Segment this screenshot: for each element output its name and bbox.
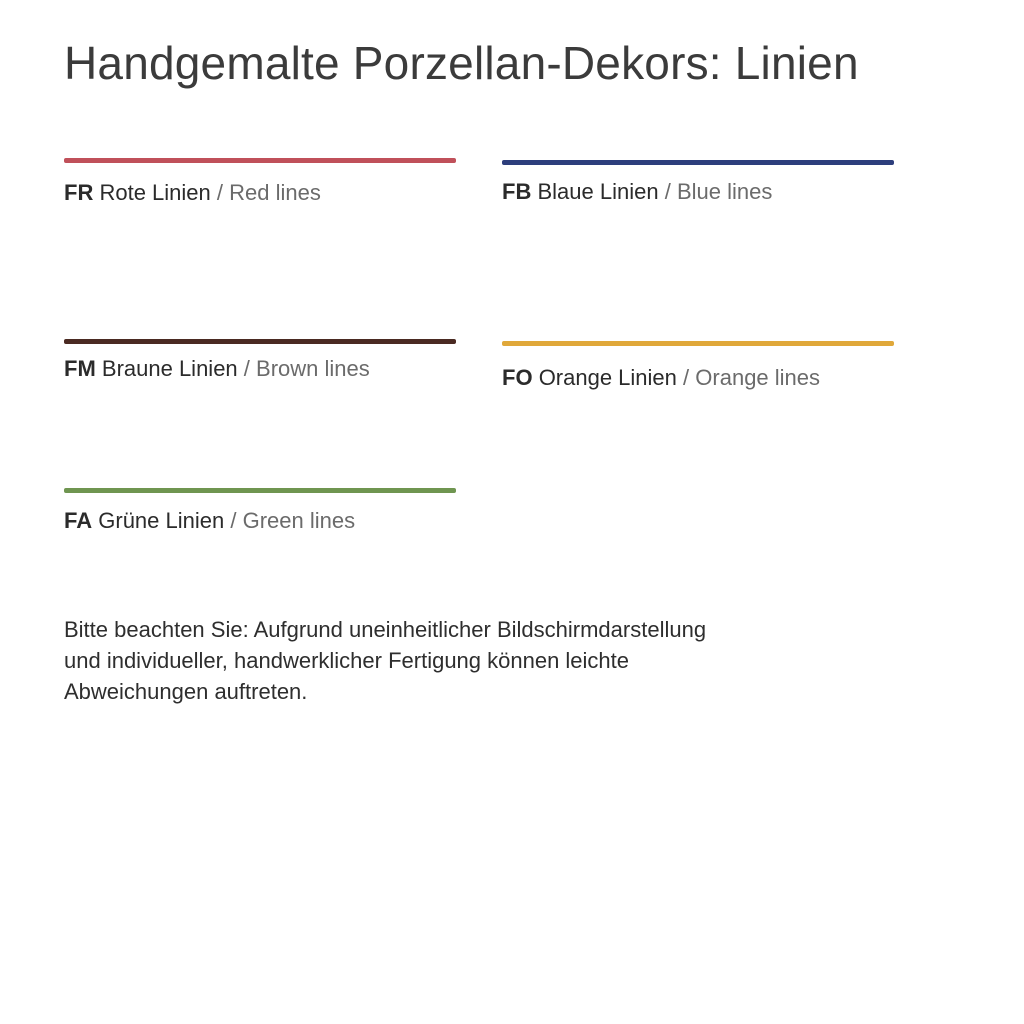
swatch-name-de: Grüne Linien [98,508,225,533]
swatch-name-de: Braune Linien [101,356,238,381]
swatch-blue [502,160,894,204]
red-line-sample [64,158,456,163]
swatch-caption [64,356,370,382]
swatch-caption [64,508,355,534]
swatch-name-de: Orange Linien [538,365,677,390]
swatch-name-de: Rote Linien [99,180,211,205]
swatch-separator: / [230,508,237,533]
swatch-code: FB [502,179,532,204]
swatch-code: FM [64,356,96,381]
swatch-separator: / [243,356,250,381]
note-line: Abweichungen auftreten. [64,679,308,704]
swatch-brown [64,339,456,381]
green-line-sample [64,488,456,493]
swatch-name-de: Blaue Linien [537,179,659,204]
color-disclaimer-note [64,614,884,707]
swatch-caption [502,365,820,391]
swatch-separator: / [683,365,690,390]
swatch-name-en: Blue lines [676,179,773,204]
note-line: Bitte beachten Sie: Aufgrund uneinheitlicher Bildschirmdarstellung [64,617,707,642]
swatch-code: FO [502,365,533,390]
swatch-code: FA [64,508,93,533]
swatch-name-en: Brown lines [256,356,370,381]
blue-line-sample [502,160,894,165]
swatch-separator: / [664,179,671,204]
swatch-caption [64,180,321,206]
note-line: und individueller, handwerklicher Fertigung können leichte [64,648,630,673]
swatch-name-en: Red lines [229,180,321,205]
swatch-separator: / [216,180,224,205]
swatch-name-en: Orange lines [695,365,821,390]
swatch-orange [502,341,894,390]
swatch-name-en: Green lines [242,508,356,533]
swatch-caption [502,179,772,205]
swatch-red [64,158,456,205]
swatch-green [64,488,456,533]
orange-line-sample [502,341,894,346]
brown-line-sample [64,339,456,344]
page-title: Handgemalte Porzellan-Dekors: Linien [64,37,859,89]
swatch-code: FR [64,180,94,205]
